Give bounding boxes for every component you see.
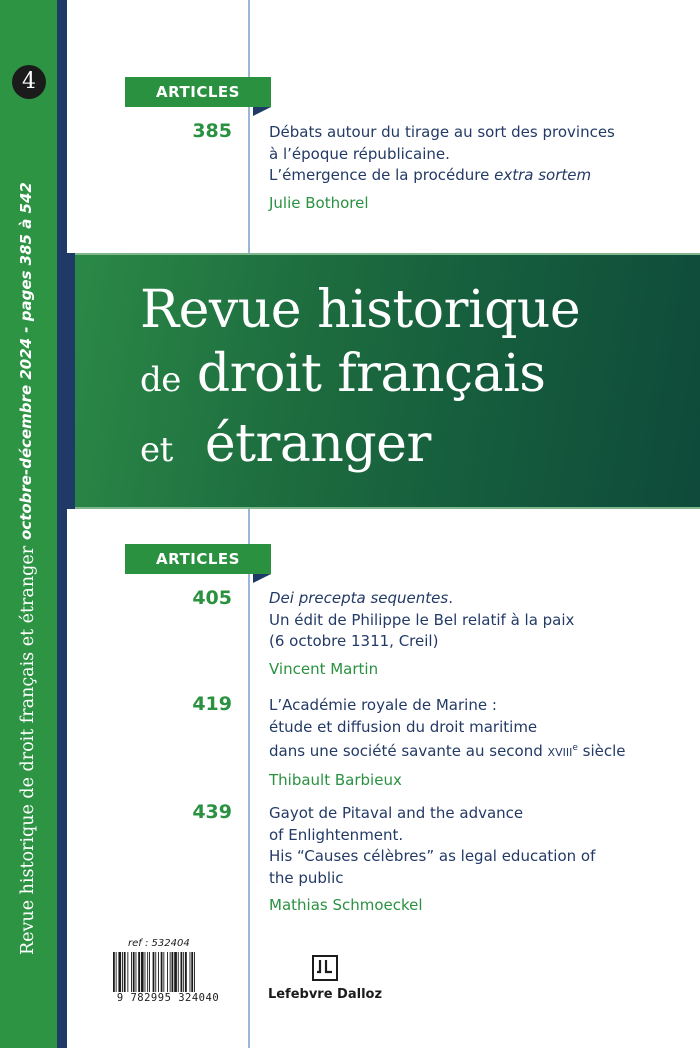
- article-page-385: 385: [192, 120, 232, 142]
- tab-fold-top: [253, 107, 271, 116]
- article-405-author: Vincent Martin: [269, 659, 379, 678]
- articles-header-bottom: ARTICLES: [125, 544, 271, 574]
- article-385-line-2: à l’époque républicaine.: [269, 144, 450, 163]
- publisher-name: Lefebvre Dalloz: [267, 987, 383, 1002]
- article-385-author: Julie Bothorel: [269, 193, 369, 212]
- tab-fold-bottom: [253, 574, 271, 583]
- article-405: [269, 588, 689, 680]
- article-page-419: 419: [192, 693, 232, 715]
- article-405-line-2: Un édit de Philippe le Bel relatif à la paix: [269, 610, 575, 629]
- article-439-line-1: Gayot de Pitaval and the advance: [269, 804, 524, 822]
- article-419: [269, 695, 689, 791]
- article-419-line-3: dans une société savante au second XVIIIe siècle: [269, 742, 626, 760]
- article-385: [269, 122, 689, 214]
- article-419-author: Thibault Barbieux: [269, 770, 402, 789]
- article-page-439: 439: [192, 801, 232, 823]
- article-439-line-2: of Enlightenment.: [269, 825, 404, 844]
- issue-number-badge: 4: [12, 65, 46, 99]
- spine-journal-title: Revue historique de droit français et étranger: [18, 545, 38, 955]
- article-439-author: Mathias Schmoeckel: [269, 896, 423, 914]
- article-419-line-1: L’Académie royale de Marine :: [269, 696, 497, 714]
- barcode-icon: [112, 952, 224, 992]
- article-385-line-3: L’émergence de la procédure extra sortem: [269, 166, 592, 184]
- spine-date-pages: octobre-décembre 2024 - pages 385 à 542: [17, 182, 35, 540]
- vertical-divider: [248, 0, 250, 1048]
- reference-number: ref : 532404: [128, 938, 190, 949]
- article-page-405: 405: [192, 587, 232, 609]
- article-405-line-3: (6 octobre 1311, Creil): [269, 632, 439, 650]
- article-385-line-1: Débats autour du tirage au sort des provinces: [269, 123, 615, 141]
- title-line-2: de droit français: [140, 344, 546, 404]
- article-439-line-4: the public: [269, 868, 344, 887]
- title-band-edge: [67, 253, 75, 509]
- article-439: [269, 803, 689, 917]
- title-line-3: et étranger: [140, 414, 431, 474]
- article-419-line-2: étude et diffusion du droit maritime: [269, 717, 538, 736]
- spine-navy-stripe: [57, 0, 67, 1048]
- title-line-1: Revue historique: [140, 280, 581, 340]
- article-439-line-3: His “Causes célèbres” as legal education of: [269, 847, 596, 865]
- isbn-number: 9 782995 324040: [116, 992, 220, 1004]
- journal-title: [140, 278, 700, 482]
- jl-logo-icon: [312, 955, 338, 981]
- article-405-line-1: Dei precepta sequentes.: [269, 589, 453, 607]
- articles-header-top: ARTICLES: [125, 77, 271, 107]
